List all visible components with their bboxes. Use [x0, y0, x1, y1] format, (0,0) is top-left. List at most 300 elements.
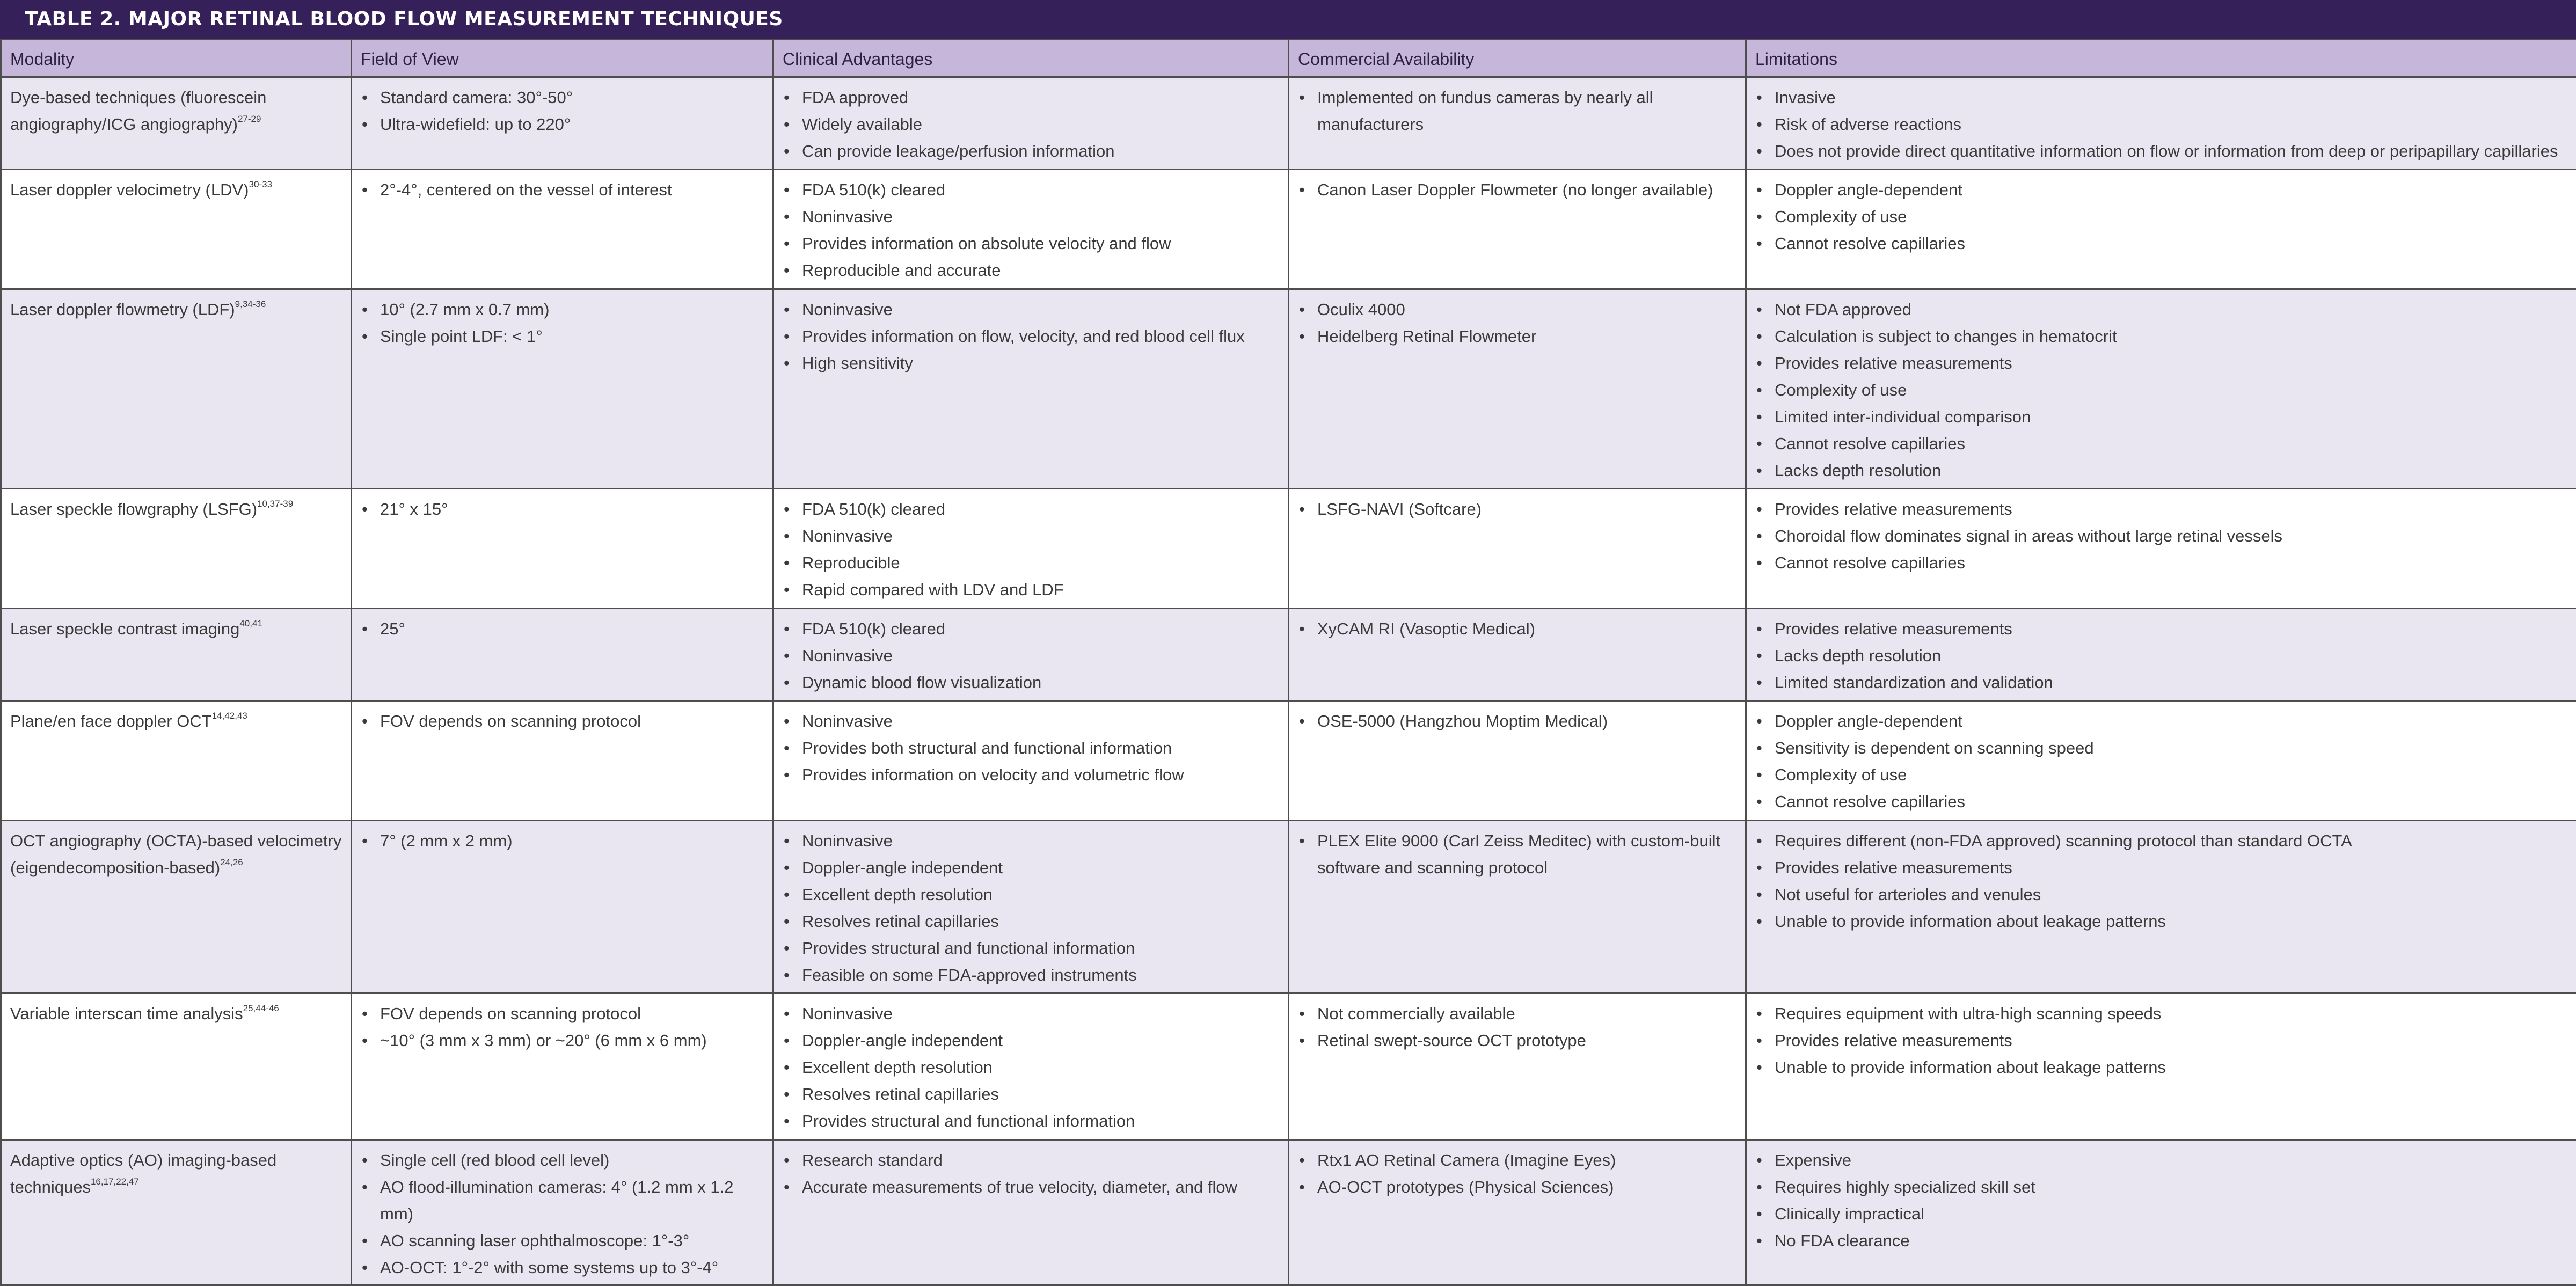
bullet-icon: • — [1756, 138, 1762, 165]
list-item — [783, 642, 1279, 669]
list-item — [1755, 138, 2567, 165]
list-item-text: Noninvasive — [802, 1004, 893, 1023]
bullet-icon: • — [1756, 404, 1762, 430]
bullet-list — [783, 708, 1279, 788]
list-item — [783, 177, 1279, 203]
bullet-icon: • — [1756, 457, 1762, 484]
bullet-list — [361, 828, 764, 854]
list-item — [783, 616, 1279, 642]
bullet-icon: • — [1756, 788, 1762, 815]
bullet-list — [1755, 616, 2567, 696]
bullet-list — [1755, 296, 2567, 484]
list-item — [1755, 708, 2567, 735]
bullet-icon: • — [362, 708, 368, 735]
availability-cell — [1289, 993, 1746, 1140]
list-item — [783, 762, 1279, 788]
bullet-list — [1298, 828, 1736, 881]
list-item — [783, 881, 1279, 908]
limitations-cell — [1746, 821, 2576, 993]
bullet-icon: • — [1756, 735, 1762, 762]
list-item — [783, 576, 1279, 603]
limitations-cell — [1746, 993, 2576, 1140]
list-item — [783, 296, 1279, 323]
limitations-cell — [1746, 77, 2576, 170]
list-item — [361, 1147, 764, 1174]
list-item — [1755, 177, 2567, 203]
bullet-list — [1298, 708, 1736, 735]
list-item-text: 21° x 15° — [380, 500, 448, 518]
list-item — [1298, 177, 1736, 203]
bullet-icon: • — [784, 296, 790, 323]
bullet-icon: • — [784, 708, 790, 735]
bullet-list — [1755, 1147, 2567, 1254]
list-item-text: Standard camera: 30°-50° — [380, 88, 573, 107]
bullet-icon: • — [362, 323, 368, 350]
reference-superscript: 25,44-46 — [243, 1003, 279, 1013]
list-item — [361, 296, 764, 323]
modality-cell — [1, 821, 352, 993]
list-item-text: Provides information on absolute velocity and flow — [802, 234, 1171, 253]
list-item-text: Reproducible and accurate — [802, 261, 1001, 280]
bullet-icon: • — [784, 323, 790, 350]
list-item — [1755, 854, 2567, 881]
list-item-text: FDA 510(k) cleared — [802, 180, 945, 199]
list-item — [1755, 669, 2567, 696]
list-item-text: Requires equipment with ultra-high scanning speeds — [1775, 1004, 2161, 1023]
list-item — [783, 496, 1279, 523]
reference-superscript: 24,26 — [220, 857, 243, 867]
bullet-list — [361, 616, 764, 642]
list-item-text: ~10° (3 mm x 3 mm) or ~20° (6 mm x 6 mm) — [380, 1031, 707, 1050]
bullet-list — [1755, 708, 2567, 815]
header-clinical-advantages: Clinical Advantages — [773, 40, 1289, 77]
bullet-list — [361, 1000, 764, 1054]
bullet-icon: • — [784, 962, 790, 989]
bullet-list — [361, 296, 764, 350]
table-row — [1, 993, 2576, 1140]
bullet-icon: • — [1756, 323, 1762, 350]
bullet-icon: • — [362, 1174, 368, 1201]
bullet-list — [783, 616, 1279, 696]
list-item — [1755, 788, 2567, 815]
bullet-icon: • — [362, 84, 368, 111]
bullet-icon: • — [784, 642, 790, 669]
table-row — [1, 77, 2576, 170]
list-item — [783, 828, 1279, 854]
list-item — [1298, 1000, 1736, 1027]
list-item — [783, 111, 1279, 138]
list-item — [783, 962, 1279, 989]
list-item-text: Resolves retinal capillaries — [802, 912, 999, 931]
list-item — [1298, 84, 1736, 138]
bullet-icon: • — [362, 828, 368, 854]
table-row — [1, 1140, 2576, 1285]
list-item-text: Sensitivity is dependent on scanning speed — [1775, 739, 2094, 757]
list-item — [1298, 323, 1736, 350]
list-item — [783, 138, 1279, 165]
advantages-cell — [773, 993, 1289, 1140]
list-item — [1755, 203, 2567, 230]
list-item — [1755, 404, 2567, 430]
advantages-cell — [773, 289, 1289, 489]
bullet-icon: • — [1756, 350, 1762, 377]
bullet-icon: • — [362, 1027, 368, 1054]
list-item-text: Requires highly specialized skill set — [1775, 1178, 2035, 1196]
list-item — [1755, 1174, 2567, 1201]
fov-cell — [352, 993, 773, 1140]
bullet-icon: • — [1756, 230, 1762, 257]
list-item-text: Not commercially available — [1317, 1004, 1515, 1023]
availability-cell — [1289, 821, 1746, 993]
bullet-icon: • — [1756, 642, 1762, 669]
list-item-text: Provides structural and functional information — [802, 939, 1135, 958]
bullet-icon: • — [784, 576, 790, 603]
list-item-text: Noninvasive — [802, 207, 893, 226]
list-item-text: Lacks depth resolution — [1775, 646, 1941, 665]
bullet-icon: • — [1756, 203, 1762, 230]
bullet-icon: • — [784, 854, 790, 881]
list-item — [783, 1108, 1279, 1135]
list-item — [783, 708, 1279, 735]
bullet-icon: • — [362, 1147, 368, 1174]
list-item-text: Cannot resolve capillaries — [1775, 434, 1965, 453]
header-limitations: Limitations — [1746, 40, 2576, 77]
modality-cell — [1, 993, 352, 1140]
table-row — [1, 170, 2576, 289]
list-item-text: 10° (2.7 mm x 0.7 mm) — [380, 300, 550, 319]
bullet-icon: • — [784, 881, 790, 908]
fov-cell — [352, 77, 773, 170]
bullet-icon: • — [1756, 828, 1762, 854]
list-item-text: Rapid compared with LDV and LDF — [802, 580, 1064, 599]
list-item-text: 2°-4°, centered on the vessel of interest — [380, 180, 672, 199]
limitations-cell — [1746, 489, 2576, 609]
bullet-icon: • — [1756, 1174, 1762, 1201]
modality-name: Laser doppler flowmetry (LDF) — [10, 300, 235, 319]
list-item — [783, 1054, 1279, 1081]
list-item-text: Risk of adverse reactions — [1775, 115, 1961, 134]
bullet-icon: • — [1756, 881, 1762, 908]
bullet-icon: • — [784, 735, 790, 762]
bullet-icon: • — [1299, 84, 1305, 111]
bullet-icon: • — [1756, 908, 1762, 935]
list-item-text: Retinal swept-source OCT prototype — [1317, 1031, 1586, 1050]
bullet-icon: • — [1756, 496, 1762, 523]
bullet-list — [783, 828, 1279, 989]
reference-superscript: 30-33 — [249, 179, 272, 189]
list-item-text: FOV depends on scanning protocol — [380, 1004, 641, 1023]
availability-cell — [1289, 701, 1746, 821]
bullet-icon: • — [1756, 762, 1762, 788]
table-row — [1, 821, 2576, 993]
list-item — [1755, 377, 2567, 404]
list-item-text: Invasive — [1775, 88, 1836, 107]
list-item — [1755, 616, 2567, 642]
list-item-text: Complexity of use — [1775, 765, 1907, 784]
bullet-icon: • — [784, 350, 790, 377]
list-item-text: XyCAM RI (Vasoptic Medical) — [1317, 619, 1535, 638]
list-item-text: Does not provide direct quantitative information on flow or information from deep or peripapillary capillaries — [1775, 142, 2558, 160]
list-item — [783, 523, 1279, 550]
bullet-icon: • — [784, 1147, 790, 1174]
list-item — [1755, 908, 2567, 935]
reference-superscript: 14,42,43 — [212, 711, 247, 721]
limitations-cell — [1746, 609, 2576, 701]
bullet-icon: • — [1299, 1000, 1305, 1027]
modality-cell — [1, 609, 352, 701]
fov-cell — [352, 289, 773, 489]
reference-superscript: 9,34-36 — [235, 299, 266, 309]
table-row — [1, 489, 2576, 609]
bullet-icon: • — [1756, 84, 1762, 111]
list-item-text: FDA 510(k) cleared — [802, 500, 945, 518]
bullet-list — [1298, 1147, 1736, 1201]
list-item — [1298, 296, 1736, 323]
bullet-list — [1298, 177, 1736, 203]
modality-cell — [1, 289, 352, 489]
list-item — [1755, 828, 2567, 854]
bullet-icon: • — [1299, 1147, 1305, 1174]
list-item — [1755, 1201, 2567, 1227]
list-item-text: Feasible on some FDA-approved instruments — [802, 966, 1137, 984]
bullet-icon: • — [1756, 377, 1762, 404]
bullet-icon: • — [1299, 828, 1305, 854]
bullet-icon: • — [1756, 669, 1762, 696]
list-item-text: Provides relative measurements — [1775, 354, 2012, 372]
bullet-icon: • — [784, 935, 790, 962]
availability-cell — [1289, 609, 1746, 701]
bullet-icon: • — [362, 1227, 368, 1254]
bullet-icon: • — [1756, 550, 1762, 576]
bullet-list — [361, 1147, 764, 1281]
list-item — [783, 1174, 1279, 1201]
list-item-text: Ultra-widefield: up to 220° — [380, 115, 571, 134]
list-item — [783, 1027, 1279, 1054]
list-item-text: Provides relative measurements — [1775, 500, 2012, 518]
bullet-icon: • — [784, 111, 790, 138]
list-item-text: Oculix 4000 — [1317, 300, 1405, 319]
bullet-list — [783, 84, 1279, 165]
list-item — [1755, 881, 2567, 908]
list-item — [1298, 616, 1736, 642]
bullet-list — [1755, 84, 2567, 165]
list-item-text: Resolves retinal capillaries — [802, 1085, 999, 1104]
bullet-icon: • — [1756, 1227, 1762, 1254]
bullet-icon: • — [1756, 616, 1762, 642]
bullet-icon: • — [1299, 323, 1305, 350]
list-item-text: Widely available — [802, 115, 922, 134]
limitations-cell — [1746, 1140, 2576, 1285]
bullet-icon: • — [1299, 1174, 1305, 1201]
list-item-text: Dynamic blood flow visualization — [802, 673, 1041, 692]
list-item-text: Clinically impractical — [1775, 1204, 1924, 1223]
list-item — [361, 177, 764, 203]
modality-cell — [1, 1140, 352, 1285]
list-item — [1298, 1147, 1736, 1174]
bullet-list — [1298, 1000, 1736, 1054]
list-item-text: Requires different (non-FDA approved) scanning protocol than standard OCTA — [1775, 831, 2352, 850]
list-item-text: Research standard — [802, 1151, 943, 1170]
list-item-text: Provides information on flow, velocity, and red blood cell flux — [802, 327, 1245, 346]
list-item — [1755, 1147, 2567, 1174]
list-item — [361, 708, 764, 735]
availability-cell — [1289, 489, 1746, 609]
bullet-list — [361, 84, 764, 138]
list-item-text: Canon Laser Doppler Flowmeter (no longer available) — [1317, 180, 1713, 199]
list-item-text: Implemented on fundus cameras by nearly all manufacturers — [1317, 88, 1653, 134]
list-item — [361, 1227, 764, 1254]
list-item-text: Reproducible — [802, 553, 900, 572]
fov-cell — [352, 609, 773, 701]
list-item — [361, 616, 764, 642]
list-item — [1755, 230, 2567, 257]
list-item-text: Single point LDF: < 1° — [380, 327, 543, 346]
bullet-icon: • — [1756, 854, 1762, 881]
reference-superscript: 27-29 — [238, 114, 261, 124]
bullet-icon: • — [784, 1108, 790, 1135]
bullet-list — [783, 1147, 1279, 1201]
bullet-icon: • — [784, 84, 790, 111]
techniques-table — [0, 39, 2576, 1286]
modality-name: Dye-based techniques (fluorescein angiography/ICG angiography) — [10, 88, 266, 134]
list-item — [783, 230, 1279, 257]
list-item-text: Provides relative measurements — [1775, 619, 2012, 638]
table-row — [1, 289, 2576, 489]
list-item-text: Single cell (red blood cell level) — [380, 1151, 609, 1170]
list-item-text: Accurate measurements of true velocity, diameter, and flow — [802, 1178, 1237, 1196]
list-item — [1755, 550, 2567, 576]
modality-name: Adaptive optics (AO) imaging-based techniques — [10, 1151, 276, 1196]
list-item — [1755, 762, 2567, 788]
fov-cell — [352, 821, 773, 993]
list-item-text: Expensive — [1775, 1151, 1851, 1170]
list-item-text: Limited inter-individual comparison — [1775, 407, 2031, 426]
list-item — [1755, 111, 2567, 138]
list-item — [361, 1174, 764, 1227]
list-item-text: Choroidal flow dominates signal in areas without large retinal vessels — [1775, 527, 2282, 545]
list-item — [1755, 1227, 2567, 1254]
modality-cell — [1, 489, 352, 609]
list-item-text: LSFG-NAVI (Softcare) — [1317, 500, 1482, 518]
reference-superscript: 10,37-39 — [257, 499, 293, 509]
list-item-text: PLEX Elite 9000 (Carl Zeiss Meditec) with custom-built software and scanning protocol — [1317, 831, 1720, 877]
list-item — [1755, 430, 2567, 457]
bullet-icon: • — [784, 828, 790, 854]
reference-superscript: 16,17,22,47 — [91, 1177, 139, 1187]
bullet-icon: • — [784, 669, 790, 696]
list-item-text: FDA 510(k) cleared — [802, 619, 945, 638]
list-item — [1755, 323, 2567, 350]
list-item-text: Rtx1 AO Retinal Camera (Imagine Eyes) — [1317, 1151, 1616, 1170]
bullet-list — [1755, 177, 2567, 257]
list-item-text: Complexity of use — [1775, 381, 1907, 399]
bullet-list — [783, 296, 1279, 377]
list-item-text: Lacks depth resolution — [1775, 461, 1941, 480]
list-item — [1755, 1027, 2567, 1054]
bullet-icon: • — [784, 1000, 790, 1027]
bullet-icon: • — [1299, 616, 1305, 642]
list-item-text: Provides relative measurements — [1775, 1031, 2012, 1050]
list-item — [361, 84, 764, 111]
header-modality: Modality — [1, 40, 352, 77]
list-item — [1298, 828, 1736, 881]
list-item — [783, 84, 1279, 111]
bullet-icon: • — [1756, 1201, 1762, 1227]
reference-superscript: 40,41 — [239, 618, 262, 629]
list-item — [1755, 1054, 2567, 1081]
list-item-text: Noninvasive — [802, 527, 893, 545]
bullet-icon: • — [362, 496, 368, 523]
advantages-cell — [773, 701, 1289, 821]
bullet-icon: • — [784, 1081, 790, 1108]
bullet-icon: • — [1756, 111, 1762, 138]
advantages-cell — [773, 609, 1289, 701]
bullet-icon: • — [1756, 708, 1762, 735]
list-item — [361, 1000, 764, 1027]
bullet-icon: • — [1299, 708, 1305, 735]
list-item-text: Cannot resolve capillaries — [1775, 234, 1965, 253]
list-item-text: Noninvasive — [802, 712, 893, 730]
bullet-icon: • — [784, 1027, 790, 1054]
list-item-text: Cannot resolve capillaries — [1775, 553, 1965, 572]
bullet-icon: • — [1299, 1027, 1305, 1054]
bullet-icon: • — [784, 1174, 790, 1201]
bullet-icon: • — [784, 177, 790, 203]
table-row — [1, 609, 2576, 701]
modality-name: Laser speckle flowgraphy (LSFG) — [10, 500, 257, 518]
list-item-text: 25° — [380, 619, 405, 638]
advantages-cell — [773, 821, 1289, 993]
limitations-cell — [1746, 701, 2576, 821]
bullet-icon: • — [1756, 296, 1762, 323]
list-item — [783, 854, 1279, 881]
list-item — [783, 203, 1279, 230]
list-item-text: AO-OCT prototypes (Physical Sciences) — [1317, 1178, 1614, 1196]
list-item-text: Doppler-angle independent — [802, 1031, 1003, 1050]
bullet-list — [361, 496, 764, 523]
list-item — [1755, 496, 2567, 523]
advantages-cell — [773, 77, 1289, 170]
list-item-text: Unable to provide information about leakage patterns — [1775, 912, 2166, 931]
list-item — [783, 350, 1279, 377]
list-item — [361, 496, 764, 523]
list-item-text: AO scanning laser ophthalmoscope: 1°-3° — [380, 1231, 689, 1250]
availability-cell — [1289, 289, 1746, 489]
list-item — [783, 935, 1279, 962]
bullet-list — [361, 177, 764, 203]
header-commercial-availability: Commercial Availability — [1289, 40, 1746, 77]
list-item — [1755, 296, 2567, 323]
fov-cell — [352, 170, 773, 289]
list-item-text: OSE-5000 (Hangzhou Moptim Medical) — [1317, 712, 1608, 730]
availability-cell — [1289, 1140, 1746, 1285]
bullet-icon: • — [784, 908, 790, 935]
list-item-text: Calculation is subject to changes in hematocrit — [1775, 327, 2117, 346]
list-item — [1298, 1027, 1736, 1054]
list-item-text: High sensitivity — [802, 354, 913, 372]
list-item — [783, 550, 1279, 576]
bullet-icon: • — [1756, 430, 1762, 457]
list-item — [1755, 84, 2567, 111]
list-item — [783, 669, 1279, 696]
availability-cell — [1289, 77, 1746, 170]
list-item — [783, 908, 1279, 935]
list-item-text: FOV depends on scanning protocol — [380, 712, 641, 730]
bullet-list — [1755, 828, 2567, 935]
list-item-text: Cannot resolve capillaries — [1775, 792, 1965, 811]
bullet-list — [1755, 1000, 2567, 1081]
list-item-text: Doppler angle-dependent — [1775, 712, 1962, 730]
